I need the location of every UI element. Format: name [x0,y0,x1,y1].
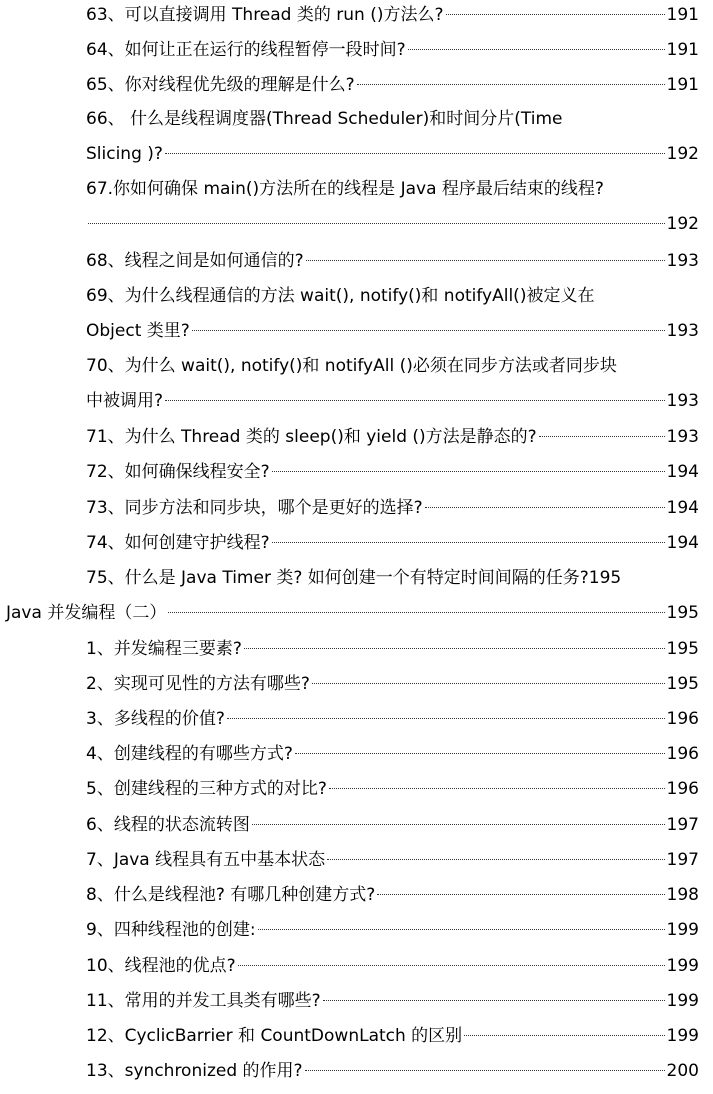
dot-leader [425,507,665,508]
dot-leader [446,14,665,15]
toc-entry-67[interactable]: 67.你如何确保 main()方法所在的线程是 Java 程序最后结束的线程? 192 [86,179,699,234]
toc-entry-4[interactable]: 4、创建线程的有哪些方式? 196 [86,744,699,764]
toc-entry-71[interactable]: 71、为什么 Thread 类的 sleep()和 yield ()方法是静态的? 193 [86,427,699,447]
toc-entry-13[interactable]: 13、synchronized 的作用? 200 [86,1061,699,1081]
dot-leader [323,1000,665,1001]
toc-section-java-concurrency-2[interactable]: Java 并发编程（二） 195 [6,603,699,623]
toc-entry-1[interactable]: 1、并发编程三要素? 195 [86,639,699,659]
dot-leader [539,436,665,437]
dot-leader [327,859,664,860]
dot-leader [295,753,665,754]
dot-leader [258,929,665,930]
dot-leader [192,330,665,331]
toc-entry-6[interactable]: 6、线程的状态流转图 197 [86,815,699,835]
toc-entry-7[interactable]: 7、Java 线程具有五中基本状态 197 [86,850,699,870]
dot-leader [238,965,665,966]
toc-entry-73[interactable]: 73、同步方法和同步块，哪个是更好的选择? 194 [86,498,699,518]
dot-leader [377,894,664,895]
dot-leader [464,1035,664,1036]
dot-leader [244,648,665,649]
dot-leader [272,542,665,543]
toc-entry-5[interactable]: 5、创建线程的三种方式的对比? 196 [86,779,699,799]
toc-entry-8[interactable]: 8、什么是线程池? 有哪几种创建方式? 198 [86,885,699,905]
toc-entry-74[interactable]: 74、如何创建守护线程? 194 [86,533,699,553]
dot-leader [252,824,665,825]
toc-entry-63[interactable]: 63、可以直接调用 Thread 类的 run ()方法么? 191 [86,5,699,25]
toc-entry-2[interactable]: 2、实现可见性的方法有哪些? 195 [86,674,699,694]
dot-leader [305,1070,665,1071]
toc-entry-64[interactable]: 64、如何让正在运行的线程暂停一段时间? 191 [86,40,699,60]
toc-entry-72[interactable]: 72、如何确保线程安全? 194 [86,462,699,482]
dot-leader [408,49,665,50]
toc-entry-3[interactable]: 3、多线程的价值? 196 [86,709,699,729]
dot-leader [312,683,665,684]
toc-entry-75[interactable]: 75、什么是 Java Timer 类? 如何创建一个有特定时间间隔的任务? 195 [86,568,622,588]
toc-entry-65[interactable]: 65、你对线程优先级的理解是什么? 191 [86,75,699,95]
toc-entry-10[interactable]: 10、线程池的优点? 199 [86,956,699,976]
toc-entry-68[interactable]: 68、线程之间是如何通信的? 193 [86,251,699,271]
dot-leader [168,612,664,613]
dot-leader [227,718,665,719]
dot-leader [165,400,665,401]
toc-entry-9[interactable]: 9、四种线程池的创建: 199 [86,920,699,940]
dot-leader [357,84,665,85]
dot-leader [88,223,665,224]
dot-leader [165,153,665,154]
toc-entry-69[interactable]: 69、为什么线程通信的方法 wait(), notify()和 notifyAll()被定义在 Object 类里? 193 [86,286,699,341]
toc-entry-70[interactable]: 70、为什么 wait(), notify()和 notifyAll ()必须在同步方法或者同步块 中被调用? 193 [86,356,699,411]
dot-leader [306,260,665,261]
toc-entry-11[interactable]: 11、常用的并发工具类有哪些? 199 [86,991,699,1011]
toc-entry-12[interactable]: 12、CyclicBarrier 和 CountDownLatch 的区别 199 [86,1026,699,1046]
dot-leader [272,471,665,472]
toc-entry-66[interactable]: 66、 什么是线程调度器(Thread Scheduler)和时间分片(Time Slicing )? 192 [86,109,699,164]
dot-leader [329,788,665,789]
